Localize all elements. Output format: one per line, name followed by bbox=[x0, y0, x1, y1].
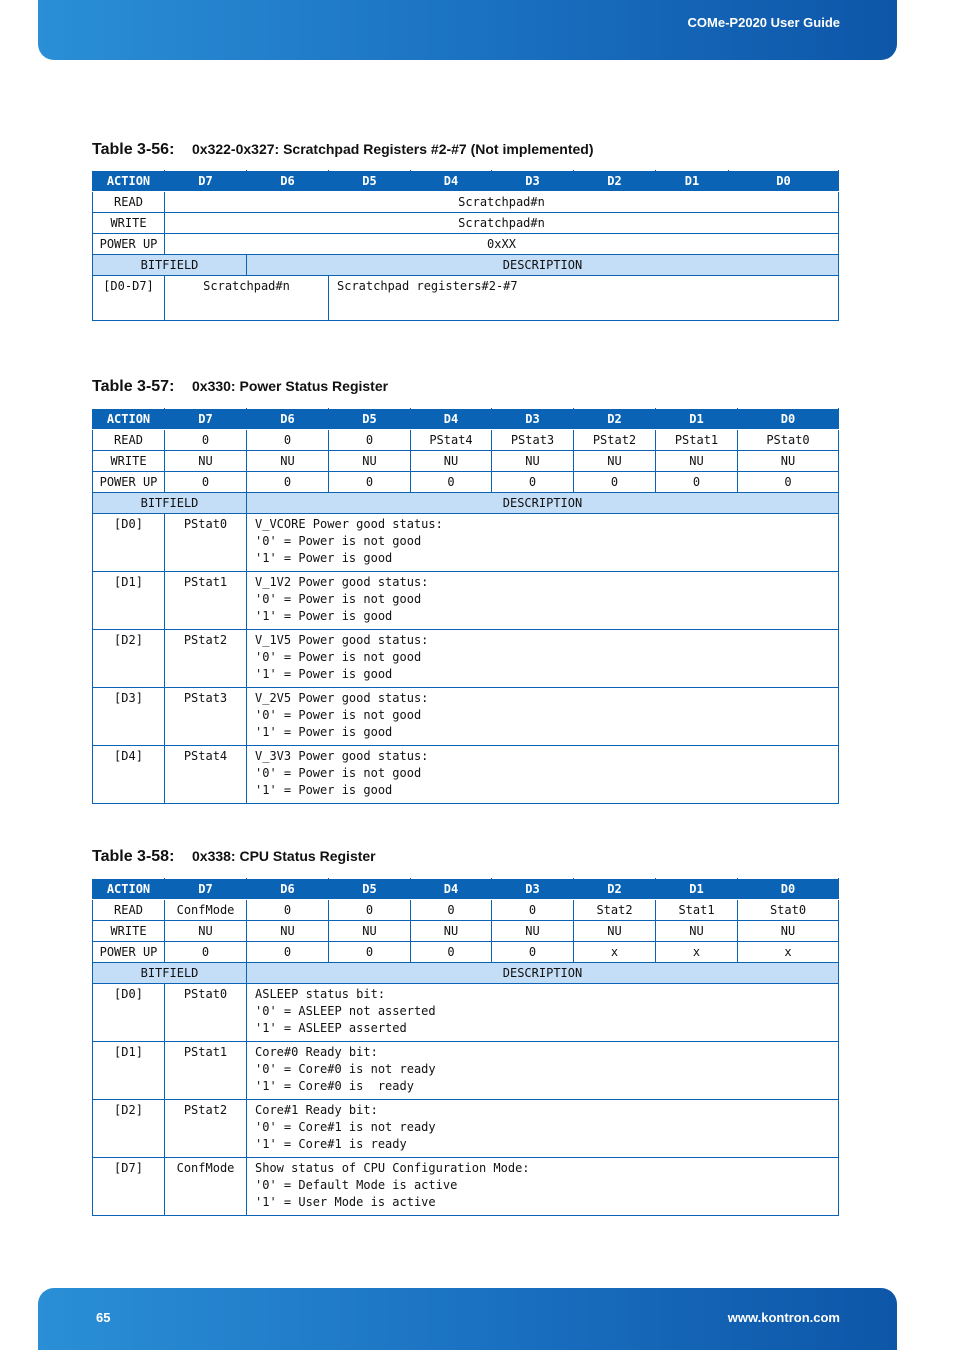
bit-value-cell: NU bbox=[738, 921, 839, 942]
bit-value-cell: 0 bbox=[574, 472, 656, 493]
description-cell: V_1V5 Power good status: '0' = Power is not good '1' = Power is good bbox=[247, 630, 839, 688]
bit-value-cell: x bbox=[656, 942, 738, 963]
column-header: D6 bbox=[247, 879, 329, 900]
column-header: D6 bbox=[247, 409, 329, 430]
column-header: D4 bbox=[411, 409, 492, 430]
column-header: D4 bbox=[411, 171, 492, 192]
description-cell: V_1V2 Power good status: '0' = Power is not good '1' = Power is good bbox=[247, 572, 839, 630]
bit-value-cell: NU bbox=[656, 921, 738, 942]
bitfield-row bbox=[93, 984, 839, 1042]
table-header-row bbox=[93, 171, 839, 192]
bitfield-row bbox=[93, 514, 839, 572]
action-cell: WRITE bbox=[93, 451, 165, 472]
bitfield-header: BITFIELD bbox=[93, 963, 247, 984]
bit-value-cell: Stat1 bbox=[656, 900, 738, 921]
column-header: D0 bbox=[738, 409, 839, 430]
bit-value-cell: 0 bbox=[329, 472, 411, 493]
bitfield-header-row bbox=[93, 493, 839, 514]
bit-value-cell: PStat2 bbox=[574, 430, 656, 451]
bit-value-cell: 0 bbox=[247, 942, 329, 963]
value-cell: 0xXX bbox=[165, 234, 839, 255]
bit-value-cell: ConfMode bbox=[165, 900, 247, 921]
bitname-cell: ConfMode bbox=[165, 1158, 247, 1216]
column-header: D7 bbox=[165, 879, 247, 900]
bit-value-cell: NU bbox=[738, 451, 839, 472]
bit-value-cell: 0 bbox=[492, 472, 574, 493]
bit-cell: [D3] bbox=[93, 688, 165, 746]
bit-cell: [D2] bbox=[93, 1100, 165, 1158]
action-cell: READ bbox=[93, 192, 165, 213]
bit-value-cell: NU bbox=[247, 451, 329, 472]
column-header: D7 bbox=[165, 171, 247, 192]
description-cell: ASLEEP status bit: '0' = ASLEEP not asserted '1' = ASLEEP asserted bbox=[247, 984, 839, 1042]
column-header: D1 bbox=[656, 879, 738, 900]
table-label: Table 3-56: bbox=[92, 141, 175, 158]
footer-banner bbox=[38, 1288, 897, 1350]
bit-cell: [D1] bbox=[93, 1042, 165, 1100]
table-3-57-caption bbox=[92, 378, 388, 396]
bit-value-cell: Stat0 bbox=[738, 900, 839, 921]
column-header: D6 bbox=[247, 171, 329, 192]
bitname-cell: Scratchpad#n bbox=[165, 276, 329, 321]
column-header: ACTION bbox=[93, 409, 165, 430]
column-header: D3 bbox=[492, 879, 574, 900]
table-title: 0x338: CPU Status Register bbox=[192, 848, 376, 864]
table-header-row bbox=[93, 409, 839, 430]
column-header: D0 bbox=[738, 879, 839, 900]
column-header: D1 bbox=[656, 171, 729, 192]
bit-cell: [D4] bbox=[93, 746, 165, 804]
action-cell: READ bbox=[93, 900, 165, 921]
column-header: D7 bbox=[165, 409, 247, 430]
description-cell: Show status of CPU Configuration Mode: '0' = Default Mode is active '1' = User Mode is active bbox=[247, 1158, 839, 1216]
action-cell: POWER UP bbox=[93, 472, 165, 493]
bit-cell: [D1] bbox=[93, 572, 165, 630]
bit-cell: [D0] bbox=[93, 984, 165, 1042]
bit-value-cell: PStat1 bbox=[656, 430, 738, 451]
bitfield-row bbox=[93, 276, 839, 321]
bit-value-cell: NU bbox=[247, 921, 329, 942]
bitfield-row bbox=[93, 1042, 839, 1100]
bitfield-row bbox=[93, 746, 839, 804]
page-number: 65 bbox=[96, 1310, 111, 1325]
bit-cell: [D0] bbox=[93, 514, 165, 572]
bit-value-cell: NU bbox=[411, 451, 492, 472]
description-header: DESCRIPTION bbox=[247, 255, 839, 276]
table-title: 0x330: Power Status Register bbox=[192, 378, 389, 394]
table-3-58-caption bbox=[92, 848, 376, 866]
bit-value-cell: NU bbox=[574, 451, 656, 472]
column-header: ACTION bbox=[93, 879, 165, 900]
column-header: D0 bbox=[729, 171, 839, 192]
bit-value-cell: 0 bbox=[165, 472, 247, 493]
description-cell: Core#0 Ready bit: '0' = Core#0 is not ready '1' = Core#0 is ready bbox=[247, 1042, 839, 1100]
action-cell: READ bbox=[93, 430, 165, 451]
bitfield-row bbox=[93, 1100, 839, 1158]
value-cell: Scratchpad#n bbox=[165, 213, 839, 234]
column-header: ACTION bbox=[93, 171, 165, 192]
bit-value-cell: 0 bbox=[411, 900, 492, 921]
bit-value-cell: 0 bbox=[165, 942, 247, 963]
bitname-cell: PStat2 bbox=[165, 1100, 247, 1158]
bit-value-cell: 0 bbox=[329, 942, 411, 963]
bit-value-cell: 0 bbox=[247, 900, 329, 921]
bitname-cell: PStat0 bbox=[165, 514, 247, 572]
table-row bbox=[93, 900, 839, 921]
bitname-cell: PStat3 bbox=[165, 688, 247, 746]
document-title: COMe-P2020 User Guide bbox=[687, 15, 840, 30]
column-header: D5 bbox=[329, 171, 411, 192]
table-row bbox=[93, 921, 839, 942]
bitname-cell: PStat1 bbox=[165, 1042, 247, 1100]
bit-value-cell: Stat2 bbox=[574, 900, 656, 921]
table-header-row bbox=[93, 879, 839, 900]
bit-value-cell: NU bbox=[165, 451, 247, 472]
table-row bbox=[93, 213, 839, 234]
bit-value-cell: x bbox=[738, 942, 839, 963]
bit-value-cell: NU bbox=[574, 921, 656, 942]
description-cell: Scratchpad registers#2-#7 bbox=[329, 276, 839, 321]
column-header: D2 bbox=[574, 171, 656, 192]
bit-value-cell: PStat4 bbox=[411, 430, 492, 451]
bit-value-cell: NU bbox=[492, 451, 574, 472]
action-cell: WRITE bbox=[93, 213, 165, 234]
value-cell: Scratchpad#n bbox=[165, 192, 839, 213]
column-header: D5 bbox=[329, 879, 411, 900]
column-header: D3 bbox=[492, 171, 574, 192]
bitname-cell: PStat2 bbox=[165, 630, 247, 688]
column-header: D4 bbox=[411, 879, 492, 900]
action-cell: WRITE bbox=[93, 921, 165, 942]
bit-value-cell: NU bbox=[329, 451, 411, 472]
bitfield-header-row bbox=[93, 255, 839, 276]
column-header: D5 bbox=[329, 409, 411, 430]
column-header: D2 bbox=[574, 409, 656, 430]
bit-value-cell: PStat0 bbox=[738, 430, 839, 451]
bit-value-cell: 0 bbox=[492, 942, 574, 963]
column-header: D3 bbox=[492, 409, 574, 430]
bitname-cell: PStat0 bbox=[165, 984, 247, 1042]
table-3-56-caption bbox=[92, 141, 594, 159]
header-banner bbox=[38, 0, 897, 60]
bit-value-cell: 0 bbox=[329, 430, 411, 451]
bit-value-cell: 0 bbox=[656, 472, 738, 493]
bitfield-row bbox=[93, 572, 839, 630]
table-row bbox=[93, 192, 839, 213]
bit-value-cell: 0 bbox=[247, 472, 329, 493]
table-row bbox=[93, 234, 839, 255]
table-3-57 bbox=[92, 408, 839, 804]
bit-value-cell: 0 bbox=[738, 472, 839, 493]
bit-value-cell: NU bbox=[329, 921, 411, 942]
bit-value-cell: NU bbox=[656, 451, 738, 472]
action-cell: POWER UP bbox=[93, 234, 165, 255]
table-row bbox=[93, 942, 839, 963]
bit-cell: [D2] bbox=[93, 630, 165, 688]
bit-value-cell: 0 bbox=[165, 430, 247, 451]
bit-value-cell: 0 bbox=[329, 900, 411, 921]
description-cell: V_2V5 Power good status: '0' = Power is not good '1' = Power is good bbox=[247, 688, 839, 746]
table-row bbox=[93, 451, 839, 472]
website-link[interactable]: www.kontron.com bbox=[727, 1310, 840, 1325]
bit-value-cell: 0 bbox=[411, 472, 492, 493]
bitfield-header-row bbox=[93, 963, 839, 984]
table-3-58 bbox=[92, 878, 839, 1216]
action-cell: POWER UP bbox=[93, 942, 165, 963]
bit-value-cell: 0 bbox=[247, 430, 329, 451]
bitfield-header: BITFIELD bbox=[93, 255, 247, 276]
bit-value-cell: NU bbox=[411, 921, 492, 942]
bit-value-cell: 0 bbox=[411, 942, 492, 963]
bit-cell: [D7] bbox=[93, 1158, 165, 1216]
bit-value-cell: NU bbox=[492, 921, 574, 942]
table-row bbox=[93, 472, 839, 493]
table-row bbox=[93, 430, 839, 451]
bitfield-header: BITFIELD bbox=[93, 493, 247, 514]
bitfield-row bbox=[93, 1158, 839, 1216]
description-cell: V_3V3 Power good status: '0' = Power is not good '1' = Power is good bbox=[247, 746, 839, 804]
description-cell: V_VCORE Power good status: '0' = Power is not good '1' = Power is good bbox=[247, 514, 839, 572]
table-label: Table 3-58: bbox=[92, 848, 175, 865]
column-header: D1 bbox=[656, 409, 738, 430]
bit-value-cell: PStat3 bbox=[492, 430, 574, 451]
description-header: DESCRIPTION bbox=[247, 493, 839, 514]
bitfield-row bbox=[93, 688, 839, 746]
bitfield-row bbox=[93, 630, 839, 688]
column-header: D2 bbox=[574, 879, 656, 900]
table-label: Table 3-57: bbox=[92, 378, 175, 395]
description-cell: Core#1 Ready bit: '0' = Core#1 is not ready '1' = Core#1 is ready bbox=[247, 1100, 839, 1158]
table-title: 0x322-0x327: Scratchpad Registers #2-#7 (Not implemented) bbox=[192, 141, 594, 157]
bit-value-cell: x bbox=[574, 942, 656, 963]
table-3-56 bbox=[92, 170, 839, 321]
bitname-cell: PStat1 bbox=[165, 572, 247, 630]
description-header: DESCRIPTION bbox=[247, 963, 839, 984]
bitname-cell: PStat4 bbox=[165, 746, 247, 804]
bit-value-cell: NU bbox=[165, 921, 247, 942]
bit-cell: [D0-D7] bbox=[93, 276, 165, 321]
bit-value-cell: 0 bbox=[492, 900, 574, 921]
